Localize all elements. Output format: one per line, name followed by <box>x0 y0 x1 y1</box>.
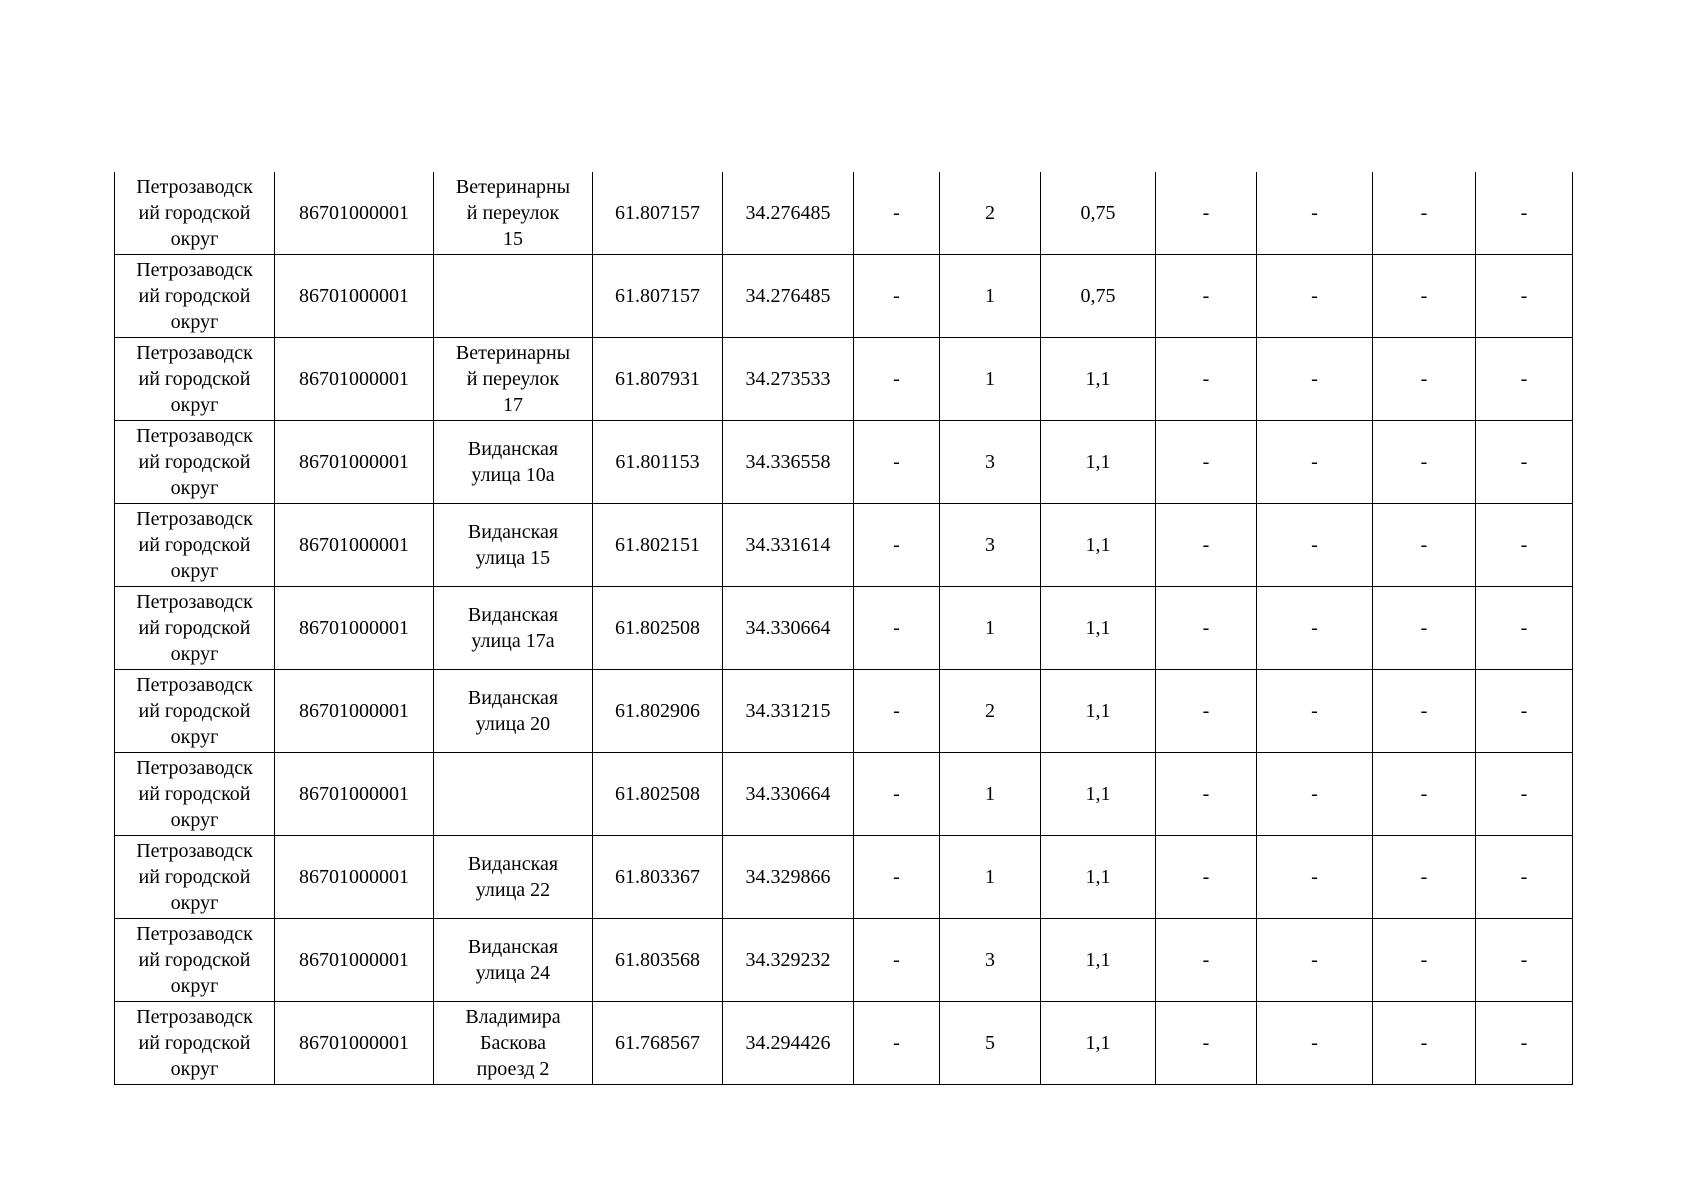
container-count-cell: 5 <box>940 1002 1041 1085</box>
column-9-cell: - <box>1156 255 1257 338</box>
column-12-cell: - <box>1476 670 1573 753</box>
municipality-cell: Петрозаводск ий городской округ <box>115 919 275 1002</box>
column-9-cell: - <box>1156 504 1257 587</box>
latitude-cell: 61.801153 <box>593 421 723 504</box>
container-count-cell: 3 <box>940 504 1041 587</box>
municipality-cell: Петрозаводск ий городской округ <box>115 255 275 338</box>
oktmo-code-cell: 86701000001 <box>275 172 434 255</box>
oktmo-code-cell: 86701000001 <box>275 421 434 504</box>
column-12-cell: - <box>1476 421 1573 504</box>
latitude-cell: 61.802508 <box>593 587 723 670</box>
container-count-cell: 1 <box>940 836 1041 919</box>
column-9-cell: - <box>1156 753 1257 836</box>
table-row <box>115 338 1573 421</box>
longitude-cell: 34.329866 <box>723 836 854 919</box>
longitude-cell: 34.330664 <box>723 753 854 836</box>
oktmo-code-cell: 86701000001 <box>275 836 434 919</box>
container-volume-cell: 1,1 <box>1041 670 1156 753</box>
column-10-cell: - <box>1257 172 1373 255</box>
column-12-cell: - <box>1476 172 1573 255</box>
table-row <box>115 1002 1573 1085</box>
container-volume-cell: 1,1 <box>1041 338 1156 421</box>
municipality-cell: Петрозаводск ий городской округ <box>115 753 275 836</box>
container-volume-cell: 0,75 <box>1041 255 1156 338</box>
address-cell: Виданская улица 10а <box>434 421 593 504</box>
address-cell <box>434 753 593 836</box>
column-11-cell: - <box>1373 836 1476 919</box>
municipality-cell: Петрозаводск ий городской округ <box>115 338 275 421</box>
column-9-cell: - <box>1156 670 1257 753</box>
address-cell: Владимира Баскова проезд 2 <box>434 1002 593 1085</box>
oktmo-code-cell: 86701000001 <box>275 753 434 836</box>
longitude-cell: 34.331215 <box>723 670 854 753</box>
column-9-cell: - <box>1156 172 1257 255</box>
column-12-cell: - <box>1476 919 1573 1002</box>
latitude-cell: 61.807157 <box>593 255 723 338</box>
column-11-cell: - <box>1373 670 1476 753</box>
oktmo-code-cell: 86701000001 <box>275 919 434 1002</box>
container-volume-cell: 1,1 <box>1041 753 1156 836</box>
latitude-cell: 61.807931 <box>593 338 723 421</box>
column-10-cell: - <box>1257 1002 1373 1085</box>
column-10-cell: - <box>1257 753 1373 836</box>
container-count-cell: 1 <box>940 255 1041 338</box>
address-cell: Виданская улица 15 <box>434 504 593 587</box>
column-12-cell: - <box>1476 587 1573 670</box>
longitude-cell: 34.331614 <box>723 504 854 587</box>
table-row <box>115 172 1573 255</box>
column-10-cell: - <box>1257 338 1373 421</box>
data-table <box>114 172 1573 1085</box>
address-cell: Ветеринарны й переулок 17 <box>434 338 593 421</box>
oktmo-code-cell: 86701000001 <box>275 1002 434 1085</box>
oktmo-code-cell: 86701000001 <box>275 504 434 587</box>
column-12-cell: - <box>1476 1002 1573 1085</box>
longitude-cell: 34.336558 <box>723 421 854 504</box>
column-10-cell: - <box>1257 255 1373 338</box>
table-row <box>115 670 1573 753</box>
column-9-cell: - <box>1156 919 1257 1002</box>
column-12-cell: - <box>1476 836 1573 919</box>
container-volume-cell: 1,1 <box>1041 836 1156 919</box>
column-6-cell: - <box>854 670 940 753</box>
longitude-cell: 34.276485 <box>723 172 854 255</box>
column-6-cell: - <box>854 1002 940 1085</box>
municipality-cell: Петрозаводск ий городской округ <box>115 670 275 753</box>
table-row <box>115 587 1573 670</box>
latitude-cell: 61.803568 <box>593 919 723 1002</box>
address-cell: Виданская улица 17а <box>434 587 593 670</box>
column-11-cell: - <box>1373 172 1476 255</box>
column-6-cell: - <box>854 421 940 504</box>
column-6-cell: - <box>854 338 940 421</box>
address-cell: Виданская улица 20 <box>434 670 593 753</box>
column-6-cell: - <box>854 587 940 670</box>
latitude-cell: 61.807157 <box>593 172 723 255</box>
column-12-cell: - <box>1476 753 1573 836</box>
container-volume-cell: 0,75 <box>1041 172 1156 255</box>
column-11-cell: - <box>1373 919 1476 1002</box>
table-row <box>115 504 1573 587</box>
latitude-cell: 61.802508 <box>593 753 723 836</box>
column-12-cell: - <box>1476 504 1573 587</box>
oktmo-code-cell: 86701000001 <box>275 670 434 753</box>
address-cell: Виданская улица 24 <box>434 919 593 1002</box>
column-11-cell: - <box>1373 753 1476 836</box>
column-6-cell: - <box>854 753 940 836</box>
latitude-cell: 61.802151 <box>593 504 723 587</box>
column-11-cell: - <box>1373 255 1476 338</box>
latitude-cell: 61.803367 <box>593 836 723 919</box>
container-count-cell: 1 <box>940 338 1041 421</box>
longitude-cell: 34.329232 <box>723 919 854 1002</box>
column-10-cell: - <box>1257 836 1373 919</box>
container-count-cell: 3 <box>940 421 1041 504</box>
address-cell: Виданская улица 22 <box>434 836 593 919</box>
latitude-cell: 61.768567 <box>593 1002 723 1085</box>
address-cell: Ветеринарны й переулок 15 <box>434 172 593 255</box>
container-count-cell: 3 <box>940 919 1041 1002</box>
container-volume-cell: 1,1 <box>1041 919 1156 1002</box>
column-9-cell: - <box>1156 1002 1257 1085</box>
oktmo-code-cell: 86701000001 <box>275 338 434 421</box>
latitude-cell: 61.802906 <box>593 670 723 753</box>
longitude-cell: 34.330664 <box>723 587 854 670</box>
table-row <box>115 919 1573 1002</box>
column-10-cell: - <box>1257 504 1373 587</box>
container-count-cell: 2 <box>940 172 1041 255</box>
column-9-cell: - <box>1156 338 1257 421</box>
longitude-cell: 34.276485 <box>723 255 854 338</box>
column-6-cell: - <box>854 919 940 1002</box>
container-volume-cell: 1,1 <box>1041 587 1156 670</box>
municipality-cell: Петрозаводск ий городской округ <box>115 504 275 587</box>
container-count-cell: 2 <box>940 670 1041 753</box>
table-row <box>115 255 1573 338</box>
container-count-cell: 1 <box>940 587 1041 670</box>
municipality-cell: Петрозаводск ий городской округ <box>115 172 275 255</box>
column-10-cell: - <box>1257 670 1373 753</box>
address-cell <box>434 255 593 338</box>
table-row <box>115 421 1573 504</box>
column-11-cell: - <box>1373 504 1476 587</box>
column-11-cell: - <box>1373 1002 1476 1085</box>
oktmo-code-cell: 86701000001 <box>275 255 434 338</box>
column-10-cell: - <box>1257 587 1373 670</box>
table-body <box>115 172 1573 1085</box>
column-11-cell: - <box>1373 421 1476 504</box>
table-row <box>115 753 1573 836</box>
longitude-cell: 34.273533 <box>723 338 854 421</box>
column-12-cell: - <box>1476 255 1573 338</box>
table-row <box>115 836 1573 919</box>
container-volume-cell: 1,1 <box>1041 504 1156 587</box>
column-6-cell: - <box>854 172 940 255</box>
municipality-cell: Петрозаводск ий городской округ <box>115 421 275 504</box>
column-6-cell: - <box>854 836 940 919</box>
municipality-cell: Петрозаводск ий городской округ <box>115 587 275 670</box>
column-9-cell: - <box>1156 421 1257 504</box>
container-count-cell: 1 <box>940 753 1041 836</box>
column-12-cell: - <box>1476 338 1573 421</box>
column-11-cell: - <box>1373 587 1476 670</box>
municipality-cell: Петрозаводск ий городской округ <box>115 836 275 919</box>
column-10-cell: - <box>1257 919 1373 1002</box>
container-volume-cell: 1,1 <box>1041 1002 1156 1085</box>
column-10-cell: - <box>1257 421 1373 504</box>
municipality-cell: Петрозаводск ий городской округ <box>115 1002 275 1085</box>
column-9-cell: - <box>1156 587 1257 670</box>
longitude-cell: 34.294426 <box>723 1002 854 1085</box>
column-11-cell: - <box>1373 338 1476 421</box>
container-volume-cell: 1,1 <box>1041 421 1156 504</box>
oktmo-code-cell: 86701000001 <box>275 587 434 670</box>
column-6-cell: - <box>854 255 940 338</box>
column-6-cell: - <box>854 504 940 587</box>
column-9-cell: - <box>1156 836 1257 919</box>
